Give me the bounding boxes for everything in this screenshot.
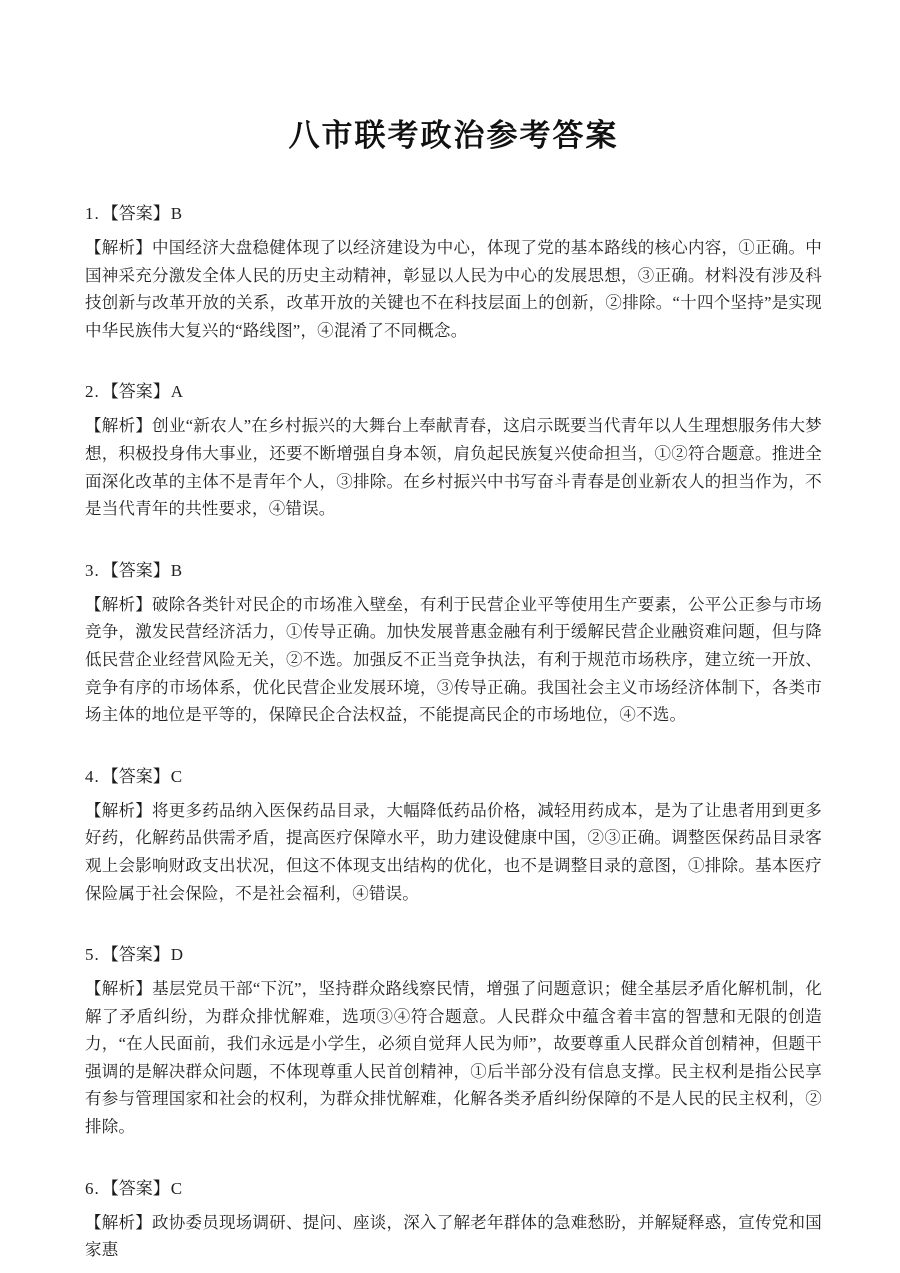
question-number: 2. xyxy=(85,382,100,402)
analysis-paragraph xyxy=(85,591,822,729)
answer-line xyxy=(85,943,822,967)
answer-label: 【答案】 xyxy=(101,1178,170,1198)
question-number: 5. xyxy=(85,945,100,965)
answer-section xyxy=(85,202,822,344)
analysis-text: 政协委员现场调研、提问、座谈，深入了解老年群体的急难愁盼，并解疑释惑，宣传党和国家惠 xyxy=(85,1212,822,1260)
answer-line xyxy=(85,202,822,226)
answer-line xyxy=(85,1177,822,1201)
analysis-text: 基层党员干部“下沉”，坚持群众路线察民情，增强了问题意识；健全基层矛盾化解机制，化解了矛盾纠纷，为群众排忧解难，选项③④符合题意。人民群众中蕴含着丰富的智慧和无限的创造力，“在人民面前，我们永远是小学生，必须自觉拜人民为师”，故要尊重人民群众首创精神，但题干强调的是解决群众问题，不体现尊重人民首创精神，①后半部分没有信息支撑。民主权利是指公民享有参与管理国家和社会的权利，为群众排忧解难，化解各类矛盾纠纷保障的不是人民的民主权利，②排除。 xyxy=(85,979,822,1137)
analysis-paragraph xyxy=(85,975,822,1141)
answer-sections xyxy=(85,202,822,1264)
analysis-label: 【解析】 xyxy=(85,594,153,614)
question-number: 4. xyxy=(85,766,100,786)
analysis-text: 创业“新农人”在乡村振兴的大舞台上奉献青春，这启示既要当代青年以人生理想服务伟大梦想，积极投身伟大事业，还要不断增强自身本领，肩负起民族复兴使命担当，①②符合题意。推进全面深化改革的主体不是青年个人，③排除。在乡村振兴中书写奋斗青春是创业新农人的担当作为，不是当代青年的共性要求，④错误。 xyxy=(85,416,822,519)
page-title: 八市联考政治参考答案 xyxy=(288,118,619,153)
analysis-text: 破除各类针对民企的市场准入壁垒，有利于民营企业平等使用生产要素，公平公正参与市场竞争，激发民营经济活力，①传导正确。加快发展普惠金融有利于缓解民营企业融资难问题，但与降低民营企业经营风险无关，②不选。加强反不正当竞争执法，有利于规范市场秩序，建立统一开放、竞争有序的市场体系，优化民营企业发展环境，③传导正确。我国社会主义市场经济体制下，各类市场主体的地位是平等的，保障民企合法权益，不能提高民企的市场地位，④不选。 xyxy=(85,594,822,725)
analysis-paragraph xyxy=(85,412,822,522)
answer-section xyxy=(85,380,822,522)
answer-label: 【答案】 xyxy=(101,204,170,223)
answer-value: C xyxy=(170,766,183,786)
analysis-label: 【解析】 xyxy=(85,416,153,436)
answer-label: 【答案】 xyxy=(101,766,170,786)
analysis-label: 【解析】 xyxy=(85,238,153,257)
answer-section xyxy=(85,559,822,729)
answer-label: 【答案】 xyxy=(101,382,170,402)
analysis-paragraph xyxy=(85,234,822,344)
answer-section xyxy=(85,943,822,1141)
answer-label: 【答案】 xyxy=(101,945,170,965)
question-number: 3. xyxy=(85,560,100,580)
question-number: 6. xyxy=(85,1178,100,1198)
answer-line xyxy=(85,765,822,789)
analysis-label: 【解析】 xyxy=(85,1212,153,1232)
answer-value: B xyxy=(170,204,183,223)
answer-value: C xyxy=(170,1178,183,1198)
answer-value: D xyxy=(170,945,184,965)
analysis-label: 【解析】 xyxy=(85,800,153,820)
analysis-label: 【解析】 xyxy=(85,979,153,999)
analysis-text: 将更多药品纳入医保药品目录，大幅降低药品价格，减轻用药成本，是为了让患者用到更多好药，化解药品供需矛盾，提高医疗保障水平，助力建设健康中国，②③正确。调整医保药品目录客观上会影响财政支出状况，但这不体现支出结构的优化，也不是调整目录的意图，①排除。基本医疗保险属于社会保险，不是社会福利，④错误。 xyxy=(85,800,822,903)
answer-section xyxy=(85,765,822,907)
answer-value: B xyxy=(170,560,183,580)
analysis-text: 中国经济大盘稳健体现了以经济建设为中心，体现了党的基本路线的核心内容，①正确。中国神采充分激发全体人民的历史主动精神，彰显以人民为中心的发展思想，③正确。材料没有涉及科技创新与改革开放的关系，改革开放的关键也不在科技层面上的创新，②排除。“十四个坚持”是实现中华民族伟大复兴的“路线图”，④混淆了不同概念。 xyxy=(85,238,822,340)
analysis-paragraph xyxy=(85,797,822,907)
answer-line xyxy=(85,380,822,404)
question-number: 1. xyxy=(85,204,100,223)
answer-label: 【答案】 xyxy=(101,560,170,580)
answer-value: A xyxy=(170,382,184,402)
answer-line xyxy=(85,559,822,583)
answer-section xyxy=(85,1177,822,1264)
analysis-paragraph xyxy=(85,1209,822,1264)
